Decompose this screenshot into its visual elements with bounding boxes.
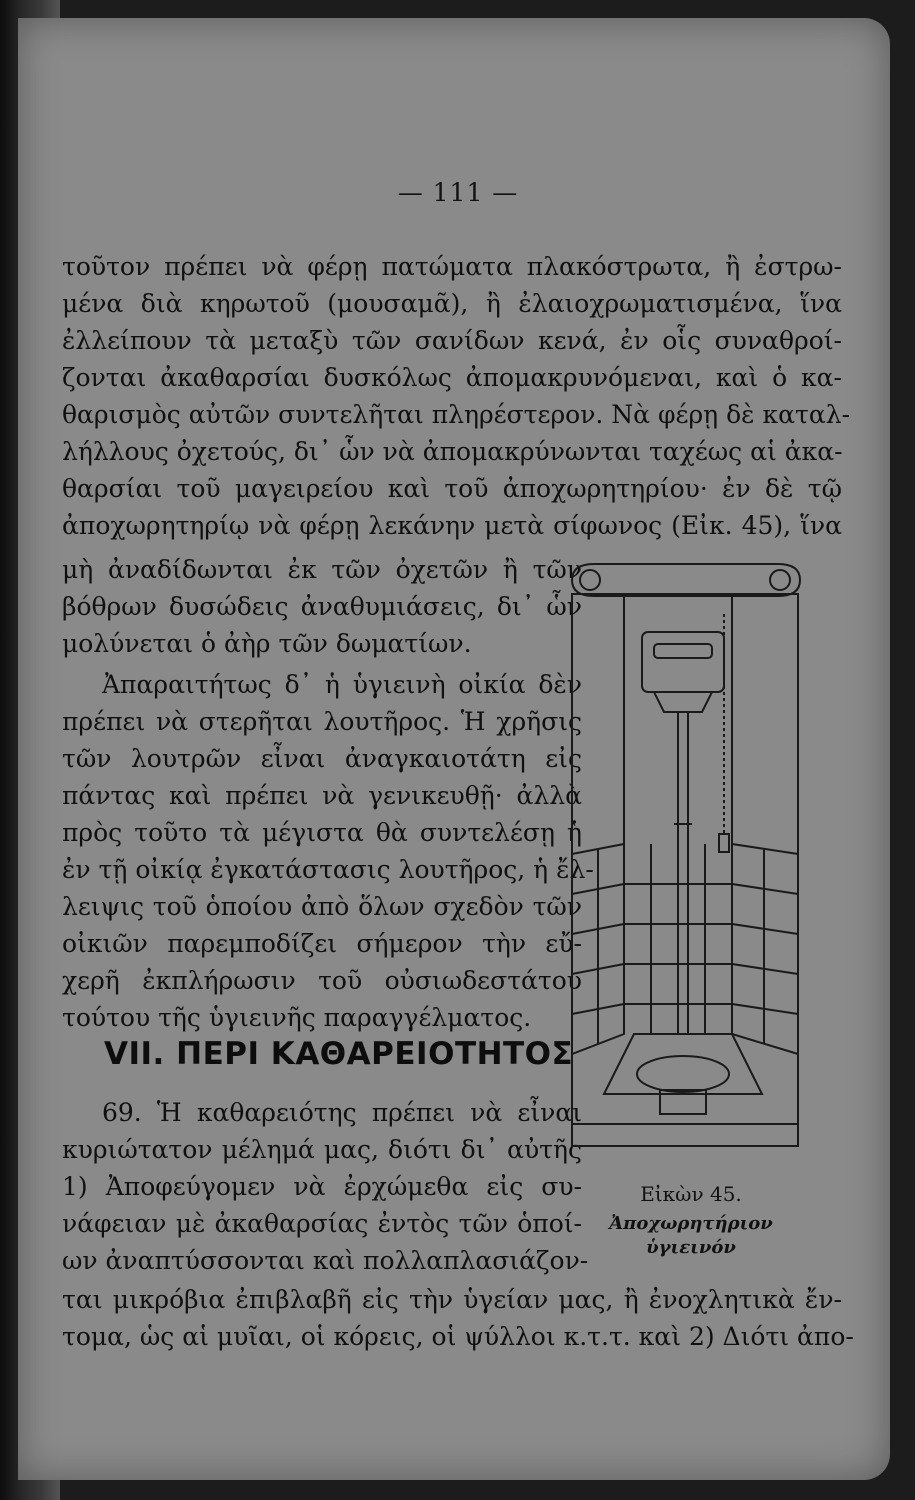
paragraph-1-narrow-line-2: βόθρων δυσώδεις ἀναθυμιάσεις, δι᾽ ὧν xyxy=(62,592,582,621)
paragraph-3-line-1: 69. Ἡ καθαρειότης πρέπει νὰ εἶναι xyxy=(102,1098,582,1127)
paragraph-3-line-5: ων ἀναπτύσσονται καὶ πολλαπλασιάζον- xyxy=(62,1246,589,1275)
paragraph-1-narrow-line-3: μολύνεται ὁ ἀὴρ τῶν δωματίων. xyxy=(62,629,472,658)
paragraph-1-line-4: ζονται ἀκαθαρσίαι δυσκόλως ἀπομακρυνόμεναι, καὶ ὁ κα- xyxy=(62,363,842,392)
paragraph-1-narrow-line-1: μὴ ἀναδίδωνται ἐκ τῶν ὀχετῶν ἢ τῶν xyxy=(62,555,582,584)
paragraph-1-line-8: ἀποχωρητηρίῳ νὰ φέρῃ λεκάνην μετὰ σίφωνος (Εἰκ. 45), ἵνα xyxy=(62,511,842,540)
paragraph-2-line-10: τούτου τῆς ὑγιεινῆς παραγγέλματος. xyxy=(62,1003,532,1032)
paragraph-1-line-2: μένα διὰ κηρωτοῦ (μουσαμᾶ), ἢ ἐλαιοχρωματισμένα, ἵνα xyxy=(62,289,842,318)
paragraph-2-line-8: οἰκιῶν παρεμποδίζει σήμερον τὴν εὔ- xyxy=(62,929,582,958)
paragraph-3-line-4: νάφειαν μὲ ἀκαθαρσίας ἐντὸς τῶν ὁποί- xyxy=(62,1209,582,1238)
paragraph-1-line-1: τοῦτον πρέπει νὰ φέρῃ πατώματα πλακόστρωτα, ἢ ἐστρω- xyxy=(62,252,842,281)
figure-top-beam xyxy=(572,564,800,596)
paragraph-2-line-5: πρὸς τοῦτο τὰ μέγιστα θὰ συντελέσῃ ἡ xyxy=(62,818,582,847)
paragraph-1-line-7: θαρσίαι τοῦ μαγειρείου καὶ τοῦ ἀποχωρητηρίου· ἐν δὲ τῷ xyxy=(62,474,842,503)
toilet-illustration xyxy=(564,554,808,1154)
paragraph-1-line-3: ἐλλείπουν τὰ μεταξὺ τῶν σανίδων κενά, ἐν οἷς συναθροί- xyxy=(62,326,842,355)
paragraph-2-line-1: Ἀπαραιτήτως δ᾽ ἡ ὑγιεινὴ οἰκία δὲν xyxy=(102,670,582,699)
figure-title-line-2: ὑγιεινόν xyxy=(646,1237,736,1258)
paragraph-1-line-5: θαρισμὸς αὐτῶν συντελῆται πληρέστερον. Νὰ φέρῃ δὲ καταλ- xyxy=(62,400,851,429)
section-heading: VII. ΠΕΡΙ ΚΑΘΑΡΕΙΟΤΗΤΟΣ xyxy=(104,1036,574,1072)
paragraph-2-line-2: πρέπει νὰ στερῆται λουτῆρος. Ἡ χρῆσις xyxy=(62,707,582,736)
paragraph-2-line-3: τῶν λουτρῶν εἶναι ἀναγκαιοτάτη εἰς xyxy=(62,744,582,773)
paragraph-3-line-6: ται μικρόβια ἐπιβλαβῆ εἰς τὴν ὑγείαν μας, ἢ ἐνοχλητικὰ ἔν- xyxy=(62,1285,842,1314)
paragraph-1-line-6: λήλλους ὀχετούς, δι᾽ ὧν νὰ ἀπομακρύνωνται ταχέως αἱ ἀκα- xyxy=(62,437,843,466)
paragraph-2-line-9: χερῆ ἐκπλήρωσιν τοῦ οὐσιωδεστάτου xyxy=(62,966,582,995)
figure-number: Εἰκὼν 45. xyxy=(640,1182,742,1206)
figure-title-line-1: Ἀποχωρητήριον xyxy=(609,1213,773,1234)
paragraph-2-line-4: πάντας καὶ πρέπει νὰ γενικευθῇ· ἀλλὰ xyxy=(62,781,582,810)
paragraph-3-line-2: κυριώτατον μέλημά μας, διότι δι᾽ αὐτῆς xyxy=(62,1135,582,1164)
toilet-basin xyxy=(604,1034,762,1094)
book-page xyxy=(18,18,890,1480)
figure-caption xyxy=(596,1182,786,1260)
paragraph-2-line-7: λειψις τοῦ ὁποίου ἀπὸ ὅλων σχεδὸν τῶν xyxy=(62,892,582,921)
paragraph-3-line-7: τομα, ὡς αἱ μυῖαι, οἱ κόρεις, οἱ ψύλλοι κ.τ.τ. καὶ 2) Διότι ἀπο- xyxy=(62,1322,854,1351)
page-content xyxy=(18,18,890,1480)
cistern xyxy=(642,632,724,692)
paragraph-2-line-6: ἐν τῇ οἰκίᾳ ἐγκατάστασις λουτῆρος, ἡ ἔλ- xyxy=(62,855,594,884)
page-number: — 111 — xyxy=(397,178,519,207)
paragraph-3-line-3: 1) Ἀποφεύγομεν νὰ ἐρχώμεθα εἰς συ- xyxy=(62,1172,582,1201)
